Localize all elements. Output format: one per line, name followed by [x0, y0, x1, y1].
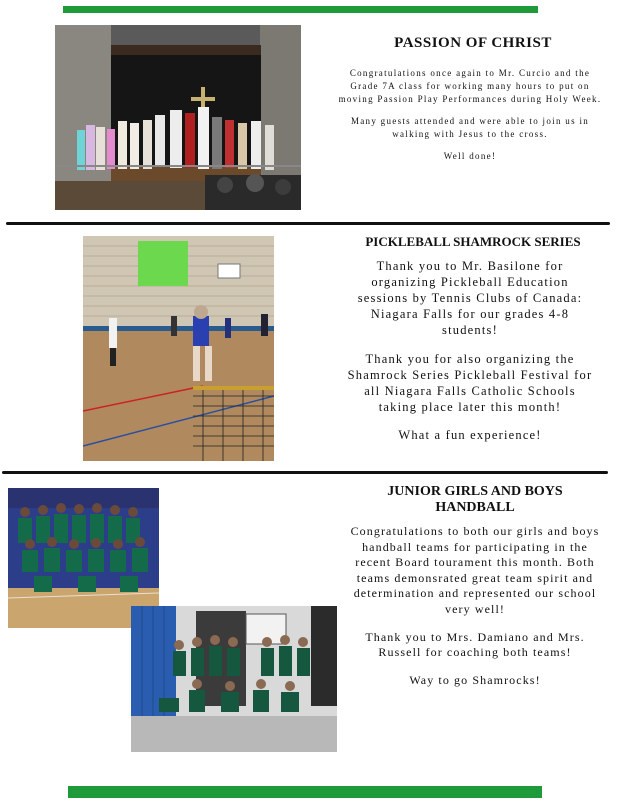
pickleball-paragraph-2: Thank you for also organizing the Shamrock Series Pickleball Festival for all Niagara Falls Catholic Schools taking place later this month!	[347, 351, 593, 414]
pickleball-paragraph-1: Thank you to Mr. Basilone for organizing Pickleball Education sessions by Tennis Clubs of Canada: Niagara Falls for our grades 4-8 students!	[357, 259, 583, 337]
section-body-passion	[335, 67, 605, 163]
passion-paragraph-3: Well done!	[443, 151, 497, 161]
pickleball-paragraph-3: What a fun experience!	[398, 428, 542, 442]
divider-1	[6, 222, 610, 225]
handball-paragraph-2: Thank you to Mrs. Damiano and Mrs. Russell for coaching both teams!	[365, 629, 585, 660]
handball-paragraph-3: Way to go Shamrocks!	[409, 672, 541, 687]
passion-play-photo	[55, 25, 301, 210]
bottom-green-bar	[68, 786, 542, 798]
section-title-passion: PASSION OF CHRIST	[394, 35, 552, 51]
passion-paragraph-1: Congratulations once again to Mr. Curcio and the Grade 7A class for working many hours to put on moving Passion Play Performances during Holy Week.	[338, 68, 602, 104]
top-green-bar	[63, 6, 538, 13]
handball-paragraph-1: Congratulations to both our girls and boys handball teams for participating in the recent Board tourament this month. Both teams demonsrated great team spirit and determination and represented our school very well!	[350, 524, 600, 616]
pickleball-photo	[83, 236, 274, 461]
boys-handball-team-photo	[131, 606, 337, 752]
section-title-pickleball: PICKLEBALL SHAMROCK SERIES	[365, 234, 581, 249]
passion-paragraph-2: Many guests attended and were able to join us in walking with Jesus to the cross.	[350, 116, 590, 139]
section-body-pickleball	[345, 258, 595, 443]
section-body-handball	[348, 524, 602, 688]
section-title-handball: JUNIOR GIRLS AND BOYS HANDBALL	[387, 484, 563, 515]
divider-2	[2, 471, 608, 474]
